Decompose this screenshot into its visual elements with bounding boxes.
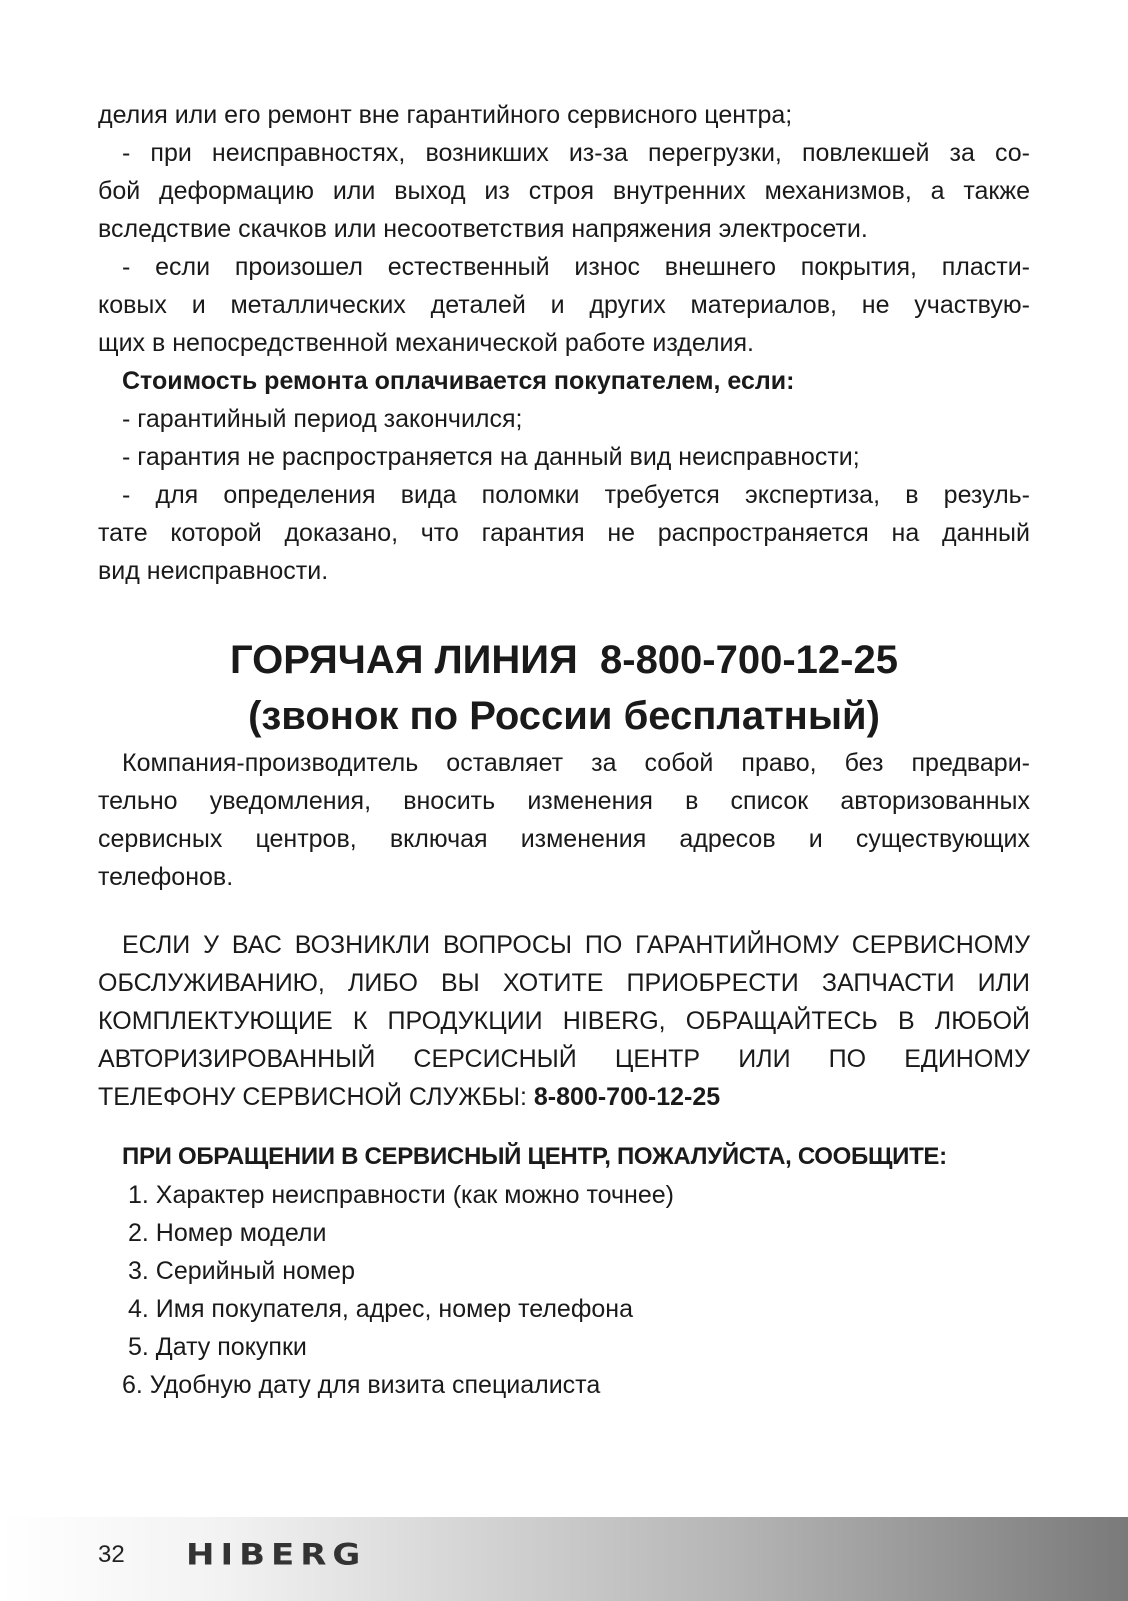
caps-line: АВТОРИЗИРОВАННЫЙ СЕРСИСНЫЙ ЦЕНТР ИЛИ ПО ЕДИНОМУ xyxy=(98,1045,1030,1073)
caps-line: ОБСЛУЖИВАНИЮ, ЛИБО ВЫ ХОТИТЕ ПРИОБРЕСТИ ЗАПЧАСТИ ИЛИ xyxy=(98,969,1030,997)
company-note-line: тельно уведомления, вносить изменения в список авторизованных xyxy=(98,787,1030,815)
body-line: щих в непосредственной механической работе изделия. xyxy=(98,329,754,357)
document-page xyxy=(98,96,1030,1404)
hotline-title: ГОРЯЧАЯ ЛИНИЯ 8-800-700-12-25 xyxy=(230,638,898,682)
service-phone: 8-800-700-12-25 xyxy=(533,1083,721,1111)
cost-item: - для определения вида поломки требуется экспертиза, в резуль- xyxy=(122,481,1030,509)
cost-item: тате которой доказано, что гарантия не распространяется на данный xyxy=(98,519,1030,547)
page-number: 32 xyxy=(98,1541,125,1568)
company-note-line: Компания-производитель оставляет за собой право, без предвари- xyxy=(122,749,1030,777)
cost-item: - гарантия не распространяется на данный вид неисправности; xyxy=(122,443,860,471)
company-note-line: телефонов. xyxy=(98,863,234,891)
page-footer xyxy=(0,1517,1128,1601)
body-line: бой деформацию или выход из строя внутренних механизмов, а также xyxy=(98,177,1030,205)
report-item: 1. Характер неисправности (как можно точнее) xyxy=(128,1181,674,1209)
caps-line: ЕСЛИ У ВАС ВОЗНИКЛИ ВОПРОСЫ ПО ГАРАНТИЙНОМУ СЕРВИСНОМУ xyxy=(122,931,1030,959)
report-item: 3. Серийный номер xyxy=(128,1257,355,1285)
caps-prefix: ТЕЛЕФОНУ СЕРВИСНОЙ СЛУЖБЫ: xyxy=(98,1083,534,1111)
hotline-subtitle: (звонок по России бесплатный) xyxy=(248,694,880,738)
body-line: ковых и металлических деталей и других материалов, не участвую- xyxy=(98,291,1030,319)
brand-logo: HIBERG xyxy=(186,1538,367,1572)
body-line: - при неисправностях, возникших из-за перегрузки, повлекшей за со- xyxy=(122,139,1030,167)
report-heading: ПРИ ОБРАЩЕНИИ В СЕРВИСНЫЙ ЦЕНТР, ПОЖАЛУЙСТА, СООБЩИТЕ: xyxy=(122,1143,947,1170)
body-line: делия или его ремонт вне гарантийного сервисного центра; xyxy=(98,101,793,129)
report-item: 4. Имя покупателя, адрес, номер телефона xyxy=(128,1295,634,1323)
cost-item: - гарантийный период закончился; xyxy=(122,405,523,433)
caps-line-last xyxy=(98,1078,1030,1116)
report-item: 6. Удобную дату для визита специалиста xyxy=(122,1371,601,1399)
company-note-line: сервисных центров, включая изменения адресов и существующих xyxy=(98,825,1030,853)
caps-line: КОМПЛЕКТУЮЩИЕ К ПРОДУКЦИИ HIBERG, ОБРАЩАЙТЕСЬ В ЛЮБОЙ xyxy=(98,1007,1030,1035)
cost-item: вид неисправности. xyxy=(98,557,329,585)
body-line: - если произошел естественный износ внешнего покрытия, пласти- xyxy=(122,253,1030,281)
report-item: 2. Номер модели xyxy=(128,1219,327,1247)
cost-heading: Стоимость ремонта оплачивается покупателем, если: xyxy=(122,367,795,395)
report-item: 5. Дату покупки xyxy=(128,1333,307,1361)
body-line: вследствие скачков или несоответствия напряжения электросети. xyxy=(98,215,868,243)
